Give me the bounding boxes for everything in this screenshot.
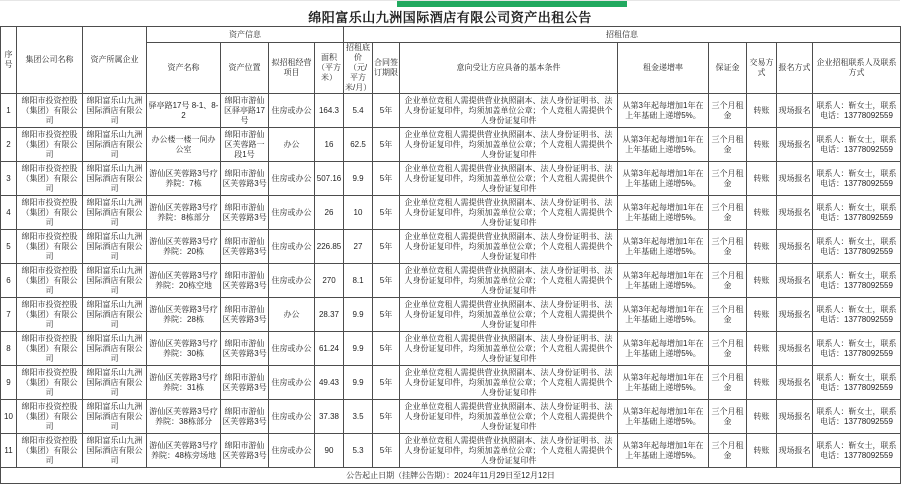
- header-asset-name: 资产名称: [147, 43, 221, 94]
- cell-signup-method: 现场报名: [777, 196, 813, 230]
- cell-conditions: 企业单位竞租人需提供营业执照副本、法人身份证明书、法人身份证复印件，均须加盖单位公章；个人竞租人需提供个人身份证复印件: [400, 298, 618, 332]
- table-row: [1, 366, 901, 400]
- cell-signup-method: 现场报名: [777, 400, 813, 434]
- cell-seq: 2: [1, 128, 17, 162]
- cell-asset-location: 绵阳市游仙区芙蓉路3号: [221, 332, 269, 366]
- table-row: [1, 94, 901, 128]
- cell-trade-method: 转账: [747, 196, 777, 230]
- header-rent-increase: 租金递增率: [618, 43, 709, 94]
- cell-deposit: 三个月租金: [709, 128, 747, 162]
- cell-base-price: 9.9: [344, 332, 373, 366]
- cell-deposit: 三个月租金: [709, 264, 747, 298]
- cell-owner-enterprise: 绵阳富乐山九洲国际酒店有限公司: [83, 332, 147, 366]
- cell-trade-method: 转账: [747, 400, 777, 434]
- cell-area: 61.24: [315, 332, 344, 366]
- table-row: [1, 230, 901, 264]
- cell-rent-increase: 从第3年起每增加1年在上年基础上递增5%。: [618, 332, 709, 366]
- cell-contact: 联系人：靳女士，联系电话：13778092559: [813, 366, 901, 400]
- header-area: 面积（平方米）: [315, 43, 344, 94]
- header-deposit: 保证金: [709, 43, 747, 94]
- table-row: [1, 196, 901, 230]
- cell-trade-method: 转账: [747, 128, 777, 162]
- cell-planned-project: 住房或办公: [269, 94, 315, 128]
- cell-signup-method: 现场报名: [777, 366, 813, 400]
- header-group-company: 集团公司名称: [17, 27, 83, 94]
- cell-signup-method: 现场报名: [777, 128, 813, 162]
- cell-planned-project: 办公: [269, 128, 315, 162]
- cell-conditions: 企业单位竞租人需提供营业执照副本、法人身份证明书、法人身份证复印件，均须加盖单位公章；个人竞租人需提供个人身份证复印件: [400, 230, 618, 264]
- cell-trade-method: 转账: [747, 264, 777, 298]
- cell-rent-increase: 从第3年起每增加1年在上年基础上递增5%。: [618, 128, 709, 162]
- table-row: [1, 400, 901, 434]
- cell-area: 16: [315, 128, 344, 162]
- cell-asset-location: 绵阳市游仙区芙蓉路一段1号: [221, 128, 269, 162]
- cell-area: 164.3: [315, 94, 344, 128]
- cell-contract-term: 5年: [373, 332, 400, 366]
- cell-planned-project: 住房或办公: [269, 162, 315, 196]
- cell-owner-enterprise: 绵阳富乐山九洲国际酒店有限公司: [83, 128, 147, 162]
- cell-trade-method: 转账: [747, 94, 777, 128]
- cell-asset-location: 绵阳市游仙区芙蓉路3号: [221, 162, 269, 196]
- cell-asset-name: 游仙区芙蓉路3号疗养院：48栋旁场地: [147, 434, 221, 468]
- cell-contract-term: 5年: [373, 366, 400, 400]
- cell-planned-project: 办公: [269, 298, 315, 332]
- cell-conditions: 企业单位竞租人需提供营业执照副本、法人身份证明书、法人身份证复印件，均须加盖单位公章；个人竞租人需提供个人身份证复印件: [400, 196, 618, 230]
- cell-conditions: 企业单位竞租人需提供营业执照副本、法人身份证明书、法人身份证复印件，均须加盖单位公章；个人竞租人需提供个人身份证复印件: [400, 264, 618, 298]
- cell-conditions: 企业单位竞租人需提供营业执照副本、法人身份证明书、法人身份证复印件，均须加盖单位公章；个人竞租人需提供个人身份证复印件: [400, 400, 618, 434]
- cell-asset-name: 游仙区芙蓉路3号疗养院：20栋: [147, 230, 221, 264]
- cell-asset-location: 绵阳市游仙区芙蓉路3号: [221, 400, 269, 434]
- cell-deposit: 三个月租金: [709, 94, 747, 128]
- cell-seq: 6: [1, 264, 17, 298]
- cell-area: 49.43: [315, 366, 344, 400]
- header-planned-project: 拟招租经营项目: [269, 43, 315, 94]
- cell-contract-term: 5年: [373, 434, 400, 468]
- cell-contact: 联系人：靳女士，联系电话：13778092559: [813, 298, 901, 332]
- cell-group-company: 绵阳市投资控股（集团）有限公司: [17, 94, 83, 128]
- cell-asset-location: 绵阳市游仙区驿亭路17号: [221, 94, 269, 128]
- header-conditions: 意向受让方应具备的基本条件: [400, 43, 618, 94]
- cell-asset-location: 绵阳市游仙区芙蓉路3号: [221, 434, 269, 468]
- cell-signup-method: 现场报名: [777, 162, 813, 196]
- cell-area: 90: [315, 434, 344, 468]
- cell-signup-method: 现场报名: [777, 298, 813, 332]
- cell-owner-enterprise: 绵阳富乐山九洲国际酒店有限公司: [83, 434, 147, 468]
- cell-deposit: 三个月租金: [709, 366, 747, 400]
- cell-asset-name: 办公楼一楼一间办公室: [147, 128, 221, 162]
- header-signup-method: 报名方式: [777, 43, 813, 94]
- cell-owner-enterprise: 绵阳富乐山九洲国际酒店有限公司: [83, 94, 147, 128]
- announcement-period-note: 公告起止日期（挂牌公告期）：2024年11月29日至12月12日: [1, 468, 901, 484]
- cell-trade-method: 转账: [747, 434, 777, 468]
- cell-base-price: 3.5: [344, 400, 373, 434]
- cell-base-price: 10: [344, 196, 373, 230]
- cell-contact: 联系人：靳女士，联系电话：13778092559: [813, 264, 901, 298]
- cell-planned-project: 住房或办公: [269, 230, 315, 264]
- cell-asset-location: 绵阳市游仙区芙蓉路3号: [221, 366, 269, 400]
- cell-contact: 联系人：靳女士，联系电话：13778092559: [813, 400, 901, 434]
- cell-asset-location: 绵阳市游仙区芙蓉路3号: [221, 230, 269, 264]
- cell-owner-enterprise: 绵阳富乐山九洲国际酒店有限公司: [83, 298, 147, 332]
- cell-group-company: 绵阳市投资控股（集团）有限公司: [17, 230, 83, 264]
- cell-area: 37.38: [315, 400, 344, 434]
- cell-contract-term: 5年: [373, 264, 400, 298]
- cell-trade-method: 转账: [747, 332, 777, 366]
- cell-area: 26: [315, 196, 344, 230]
- cell-rent-increase: 从第3年起每增加1年在上年基础上递增5%。: [618, 366, 709, 400]
- header-base-price: 招租底价（元/平方米/月）: [345, 43, 372, 92]
- cell-base-price: 5.3: [344, 434, 373, 468]
- cell-deposit: 三个月租金: [709, 400, 747, 434]
- cell-rent-increase: 从第3年起每增加1年在上年基础上递增5%。: [618, 162, 709, 196]
- header-owner-enterprise: 资产所属企业: [83, 27, 147, 94]
- cell-area: 270: [315, 264, 344, 298]
- cell-conditions: 企业单位竞租人需提供营业执照副本、法人身份证明书、法人身份证复印件，均须加盖单位公章；个人竞租人需提供个人身份证复印件: [400, 128, 618, 162]
- cell-planned-project: 住房或办公: [269, 434, 315, 468]
- cell-deposit: 三个月租金: [709, 162, 747, 196]
- header-asset-info: 资产信息: [147, 27, 344, 43]
- cell-group-company: 绵阳市投资控股（集团）有限公司: [17, 366, 83, 400]
- header-seq: 序号: [1, 27, 17, 94]
- cell-rent-increase: 从第3年起每增加1年在上年基础上递增5%。: [618, 264, 709, 298]
- cell-group-company: 绵阳市投资控股（集团）有限公司: [17, 264, 83, 298]
- assets-table: [0, 26, 901, 484]
- cell-group-company: 绵阳市投资控股（集团）有限公司: [17, 434, 83, 468]
- header-asset-location: 资产位置: [221, 43, 269, 94]
- cell-signup-method: 现场报名: [777, 94, 813, 128]
- table-row: [1, 264, 901, 298]
- cell-asset-name: 驿亭路17号 8-1、8-2: [147, 94, 221, 128]
- cell-area: 226.85: [315, 230, 344, 264]
- cell-rent-increase: 从第3年起每增加1年在上年基础上递增5%。: [618, 94, 709, 128]
- cell-seq: 11: [1, 434, 17, 468]
- cell-rent-increase: 从第3年起每增加1年在上年基础上递增5%。: [618, 196, 709, 230]
- cell-base-price: 8.1: [344, 264, 373, 298]
- cell-asset-location: 绵阳市游仙区芙蓉路3号: [221, 264, 269, 298]
- cell-base-price: 9.9: [344, 298, 373, 332]
- cell-base-price: 9.9: [344, 162, 373, 196]
- cell-base-price: 62.5: [344, 128, 373, 162]
- cell-contact: 联系人：靳女士，联系电话：13778092559: [813, 230, 901, 264]
- cell-deposit: 三个月租金: [709, 332, 747, 366]
- cell-rent-increase: 从第3年起每增加1年在上年基础上递增5%。: [618, 400, 709, 434]
- cell-seq: 7: [1, 298, 17, 332]
- cell-group-company: 绵阳市投资控股（集团）有限公司: [17, 332, 83, 366]
- cell-trade-method: 转账: [747, 366, 777, 400]
- cell-signup-method: 现场报名: [777, 264, 813, 298]
- cell-planned-project: 住房或办公: [269, 264, 315, 298]
- cell-planned-project: 住房或办公: [269, 196, 315, 230]
- cell-deposit: 三个月租金: [709, 298, 747, 332]
- cell-asset-name: 游仙区芙蓉路3号疗养院：30栋: [147, 332, 221, 366]
- cell-base-price: 27: [344, 230, 373, 264]
- announcement-title: 绵阳富乐山九洲国际酒店有限公司资产出租公告: [308, 10, 592, 25]
- cell-planned-project: 住房或办公: [269, 332, 315, 366]
- top-bar: [0, 0, 900, 26]
- cell-seq: 1: [1, 94, 17, 128]
- cell-owner-enterprise: 绵阳富乐山九洲国际酒店有限公司: [83, 366, 147, 400]
- header-rental-info: 招租信息: [344, 27, 901, 43]
- table-body: [1, 94, 901, 468]
- cell-asset-name: 游仙区芙蓉路3号疗养院：31栋: [147, 366, 221, 400]
- cell-group-company: 绵阳市投资控股（集团）有限公司: [17, 196, 83, 230]
- cell-owner-enterprise: 绵阳富乐山九洲国际酒店有限公司: [83, 264, 147, 298]
- cell-signup-method: 现场报名: [777, 332, 813, 366]
- cell-owner-enterprise: 绵阳富乐山九洲国际酒店有限公司: [83, 400, 147, 434]
- cell-seq: 8: [1, 332, 17, 366]
- cell-contract-term: 5年: [373, 162, 400, 196]
- cell-asset-name: 游仙区芙蓉路3号疗养院：8栋部分: [147, 196, 221, 230]
- cell-asset-name: 游仙区芙蓉路3号疗养院：7栋: [147, 162, 221, 196]
- cell-asset-location: 绵阳市游仙区芙蓉路3号: [221, 298, 269, 332]
- table-row: [1, 128, 901, 162]
- cell-trade-method: 转账: [747, 230, 777, 264]
- cell-group-company: 绵阳市投资控股（集团）有限公司: [17, 400, 83, 434]
- cell-conditions: 企业单位竞租人需提供营业执照副本、法人身份证明书、法人身份证复印件，均须加盖单位公章；个人竞租人需提供个人身份证复印件: [400, 162, 618, 196]
- cell-deposit: 三个月租金: [709, 434, 747, 468]
- cell-conditions: 企业单位竞租人需提供营业执照副本、法人身份证明书、法人身份证复印件，均须加盖单位公章；个人竞租人需提供个人身份证复印件: [400, 366, 618, 400]
- cell-rent-increase: 从第3年起每增加1年在上年基础上递增5%。: [618, 230, 709, 264]
- cell-base-price: 5.4: [344, 94, 373, 128]
- table-row: [1, 434, 901, 468]
- cell-contract-term: 5年: [373, 298, 400, 332]
- cell-seq: 10: [1, 400, 17, 434]
- table-row: [1, 162, 901, 196]
- cell-area: 28.37: [315, 298, 344, 332]
- cell-contact: 联系人：靳女士，联系电话：13778092559: [813, 434, 901, 468]
- cell-rent-increase: 从第3年起每增加1年在上年基础上递增5%。: [618, 298, 709, 332]
- cell-contract-term: 5年: [373, 196, 400, 230]
- cell-group-company: 绵阳市投资控股（集团）有限公司: [17, 128, 83, 162]
- cell-seq: 3: [1, 162, 17, 196]
- cell-asset-name: 游仙区芙蓉路3号疗养院：38栋部分: [147, 400, 221, 434]
- cell-planned-project: 住房或办公: [269, 366, 315, 400]
- cell-contract-term: 5年: [373, 94, 400, 128]
- cell-deposit: 三个月租金: [709, 230, 747, 264]
- cell-deposit: 三个月租金: [709, 196, 747, 230]
- cell-owner-enterprise: 绵阳富乐山九洲国际酒店有限公司: [83, 162, 147, 196]
- header-contact: 企业招租联系人及联系方式: [813, 43, 901, 94]
- cell-contact: 联系人：靳女士，联系电话：13778092559: [813, 332, 901, 366]
- cell-trade-method: 转账: [747, 298, 777, 332]
- cell-contact: 联系人：靳女士，联系电话：13778092559: [813, 196, 901, 230]
- cell-seq: 9: [1, 366, 17, 400]
- cell-group-company: 绵阳市投资控股（集团）有限公司: [17, 162, 83, 196]
- cell-conditions: 企业单位竞租人需提供营业执照副本、法人身份证明书、法人身份证复印件，均须加盖单位公章；个人竞租人需提供个人身份证复印件: [400, 332, 618, 366]
- cell-owner-enterprise: 绵阳富乐山九洲国际酒店有限公司: [83, 230, 147, 264]
- table-row: [1, 332, 901, 366]
- cell-contract-term: 5年: [373, 230, 400, 264]
- cell-base-price: 9.9: [344, 366, 373, 400]
- table-row: [1, 298, 901, 332]
- cell-owner-enterprise: 绵阳富乐山九洲国际酒店有限公司: [83, 196, 147, 230]
- cell-group-company: 绵阳市投资控股（集团）有限公司: [17, 298, 83, 332]
- cell-contract-term: 5年: [373, 128, 400, 162]
- cell-planned-project: 住房或办公: [269, 400, 315, 434]
- cell-trade-method: 转账: [747, 162, 777, 196]
- cell-signup-method: 现场报名: [777, 230, 813, 264]
- cell-rent-increase: 从第3年起每增加1年在上年基础上递增5%。: [618, 434, 709, 468]
- cell-seq: 5: [1, 230, 17, 264]
- header-contract-term: 合同签订期限: [373, 43, 400, 94]
- cell-contact: 联系人：靳女士，联系电话：13778092559: [813, 162, 901, 196]
- cell-asset-location: 绵阳市游仙区芙蓉路3号: [221, 196, 269, 230]
- cell-asset-name: 游仙区芙蓉路3号疗养院：28栋: [147, 298, 221, 332]
- cell-conditions: 企业单位竞租人需提供营业执照副本、法人身份证明书、法人身份证复印件，均须加盖单位公章；个人竞租人需提供个人身份证复印件: [400, 94, 618, 128]
- cell-signup-method: 现场报名: [777, 434, 813, 468]
- cell-seq: 4: [1, 196, 17, 230]
- cell-conditions: 企业单位竞租人需提供营业执照副本、法人身份证明书、法人身份证复印件，均须加盖单位公章；个人竞租人需提供个人身份证复印件: [400, 434, 618, 468]
- cell-area: 507.16: [315, 162, 344, 196]
- cell-contact: 联系人：靳女士，联系电话：13778092559: [813, 128, 901, 162]
- cell-contract-term: 5年: [373, 400, 400, 434]
- cell-asset-name: 游仙区芙蓉路3号疗养院：20栋空地: [147, 264, 221, 298]
- header-trade-method: 交易方式: [747, 43, 777, 94]
- cell-contact: 联系人：靳女士，联系电话：13778092559: [813, 94, 901, 128]
